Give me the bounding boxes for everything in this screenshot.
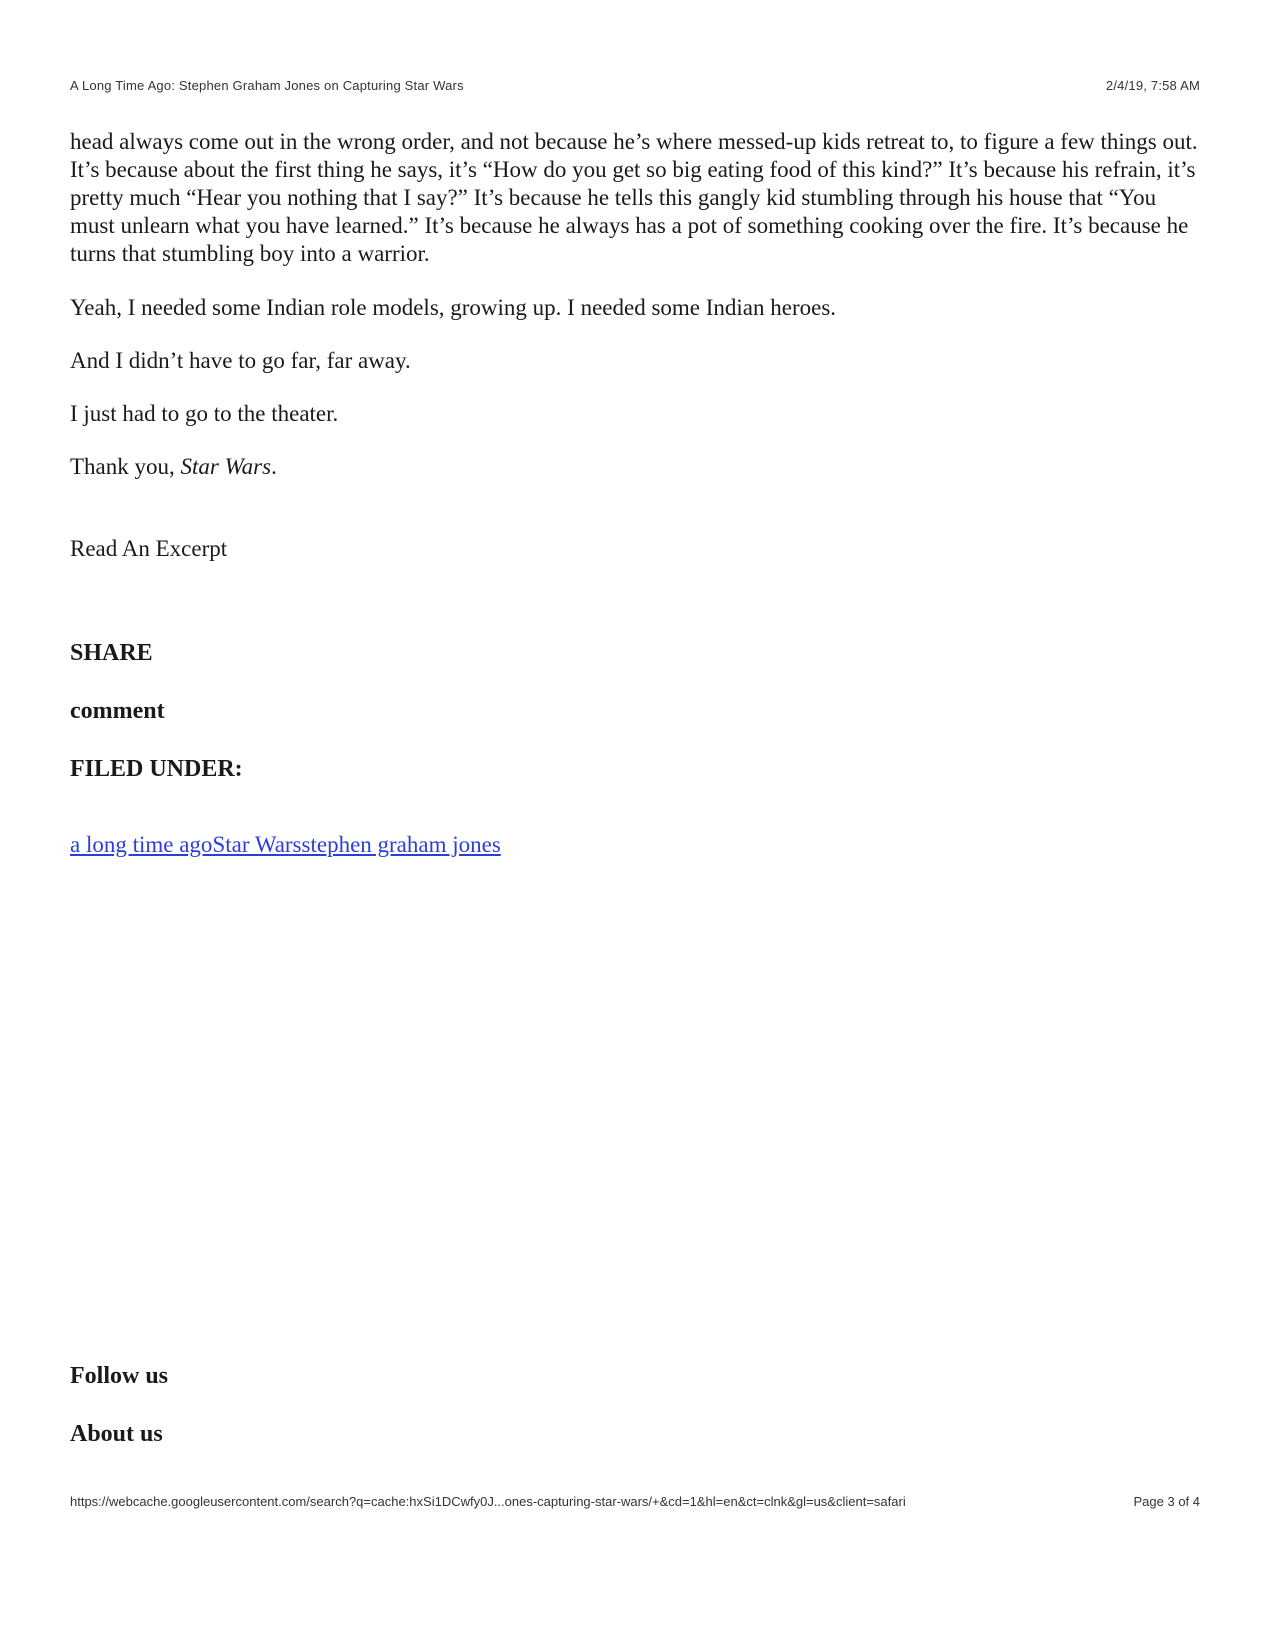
read-excerpt-link[interactable]: Read An Excerpt: [70, 536, 228, 561]
print-header-title: A Long Time Ago: Stephen Graham Jones on Capturing Star Wars: [70, 78, 464, 93]
article-paragraph: head always come out in the wrong order, and not because he’s where messed-up kids retreat to, to figure a few things out. It’s because about the first thing he says, it’s “How do you get so big eating food of this kind?” It’s because his refrain, it’s pretty much “Hear you nothing that I say?” It’s because he tells this gangly kid stumbling through his house that “You must unlearn what you have learned.” It’s because he always has a pot of something cooking over the fire. It’s because he turns that stumbling boy into a warrior.: [70, 129, 1198, 266]
about-us-heading[interactable]: About us: [70, 1421, 163, 1447]
comment-heading[interactable]: comment: [70, 698, 165, 724]
page-number: Page 3 of 4: [1133, 1494, 1200, 1509]
follow-us-heading[interactable]: Follow us: [70, 1363, 169, 1389]
print-header-datetime: 2/4/19, 7:58 AM: [1105, 78, 1200, 93]
article-paragraph: And I didn’t have to go far, far away.: [70, 348, 411, 373]
share-heading[interactable]: SHARE: [70, 640, 153, 666]
filed-under-heading: FILED UNDER:: [70, 756, 243, 782]
tag-link[interactable]: stephen graham jones: [301, 832, 501, 857]
thanks-suffix: .: [271, 454, 277, 479]
tag-link[interactable]: Star Wars: [212, 832, 302, 857]
article-closing: [70, 453, 1205, 481]
thanks-title: Star Wars: [180, 454, 272, 479]
article-body: [70, 128, 1205, 481]
tag-links: [70, 832, 501, 858]
tag-link[interactable]: a long time ago: [70, 832, 213, 857]
article-paragraph: I just had to go to the theater.: [70, 401, 339, 426]
article-paragraph: Yeah, I needed some Indian role models, growing up. I needed some Indian heroes.: [70, 295, 837, 320]
thanks-text: Thank you,: [70, 454, 181, 479]
print-footer: [70, 1494, 1200, 1509]
print-footer-url: https://webcache.googleusercontent.com/search?q=cache:hxSi1DCwfy0J...ones-capturing-star-wars/+&cd=1&hl=en&ct=clnk&gl=us&client=safari: [70, 1494, 906, 1509]
print-header: [70, 78, 1200, 93]
